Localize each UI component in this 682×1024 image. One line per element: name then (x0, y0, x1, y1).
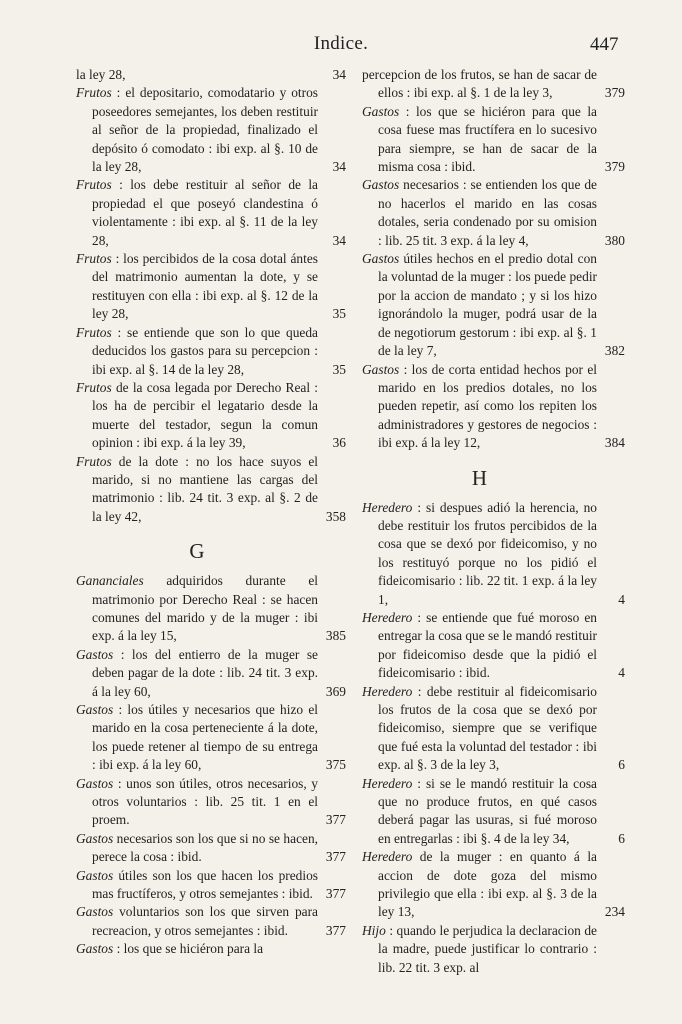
entry-page-ref: 382 (604, 343, 625, 359)
entry-headword: Gastos (362, 251, 400, 267)
entry-headword: Heredero (362, 499, 413, 515)
entry-page-ref: 369 (325, 683, 346, 699)
index-entry (76, 176, 346, 250)
entry-headword: Gastos (76, 867, 114, 883)
index-entry (76, 646, 346, 701)
index-entry (362, 683, 625, 775)
section-letter-g: G (189, 539, 205, 564)
page-number: 447 (590, 34, 619, 55)
entry-headword: Heredero (362, 849, 413, 865)
index-entry (76, 572, 346, 646)
entry-page-ref: 4 (618, 665, 625, 681)
entry-page-ref: 380 (604, 232, 625, 248)
entry-page-ref: 35 (332, 306, 346, 322)
entry-headword: Gastos (76, 941, 114, 957)
index-entry (76, 379, 346, 453)
index-entry (76, 701, 346, 775)
entry-page-ref: 35 (332, 361, 346, 377)
entry-page-ref: 34 (332, 67, 346, 82)
entry-headword: Gastos (76, 646, 114, 662)
entry-text: : los de corta entidad hechos por el marido en los predios dotales, no los pueden repetir, así como los repiten los administradores y gestores de negocios : ibi exp. á la ley 12, (378, 361, 597, 451)
entry-text: adquiridos durante el matrimonio por Derecho Real : se hacen comunes del marido y de la muger : ibi exp. á la ley 15, (92, 573, 318, 644)
entry-page-ref: 34 (332, 159, 346, 175)
entry-page-ref: 379 (604, 159, 625, 175)
entry-page-ref: 377 (325, 886, 346, 902)
entry-page-ref: 6 (618, 830, 625, 846)
entry-page-ref: 384 (604, 435, 625, 451)
entry-page-ref: 4 (618, 591, 625, 607)
entry-text: de la dote : no los hace suyos el marido, si no mantiene las cargas del matrimonio : lib. 24 tit. 3 exp. al §. 2 de la ley 42, (92, 453, 318, 524)
entry-text: : si despues adió la herencia, no debe restituir los frutos percibidos de la cosa que se dexó por fideicomiso, y no los restituyó porque no los pidió el fideicomisario : lib. 22 tit. 1 exp. á la ley 1, (378, 499, 597, 607)
index-entry (362, 499, 625, 609)
entry-text: necesarios son los que si no se hacen, perece la cosa : ibid. (92, 830, 318, 865)
entry-headword: Gastos (76, 775, 114, 791)
entry-text: : los útiles y necesarios que hizo el marido en la cosa perteneciente á la dote, los puede retener al tiempo de su entrega : ibi exp. á la ley 60, (92, 702, 318, 773)
left-column (76, 66, 346, 959)
entry-text: : los debe restituir al señor de la propiedad el que poseyó clandestina ó violentamente : ibi exp. al §. 11 de la ley 28, (92, 177, 318, 248)
index-entry (362, 250, 625, 360)
index-entry (362, 848, 625, 922)
right-entries-g (362, 66, 625, 453)
entry-headword: Gastos (362, 103, 400, 119)
entry-text: útiles son los que hacen los predios mas fructíferos, y otros semejantes : ibid. (92, 867, 318, 902)
page-title: Indice. (313, 33, 369, 54)
entry-text: : se entiende que son lo que queda deducidos los gastos para su percepcion : ibi exp. al §. 14 de la ley 28, (92, 324, 318, 377)
entry-headword: Frutos (76, 453, 112, 469)
index-entry (76, 453, 346, 527)
entry-headword: Hijo (362, 922, 386, 938)
entry-text: útiles hechos en el predio dotal con la voluntad de la muger : los puede pedir por la accion de mandato ; y si los hizo ignorándolo la muger, podrá usar de la de negotiorum gestorum : ibi exp. al §. 1 de la ley 7, (378, 251, 597, 359)
index-entry (76, 324, 346, 379)
entry-text: de la muger : en quanto á la accion de dote goza del mismo privilegio que ella : ibi exp. al §. 3 de la ley 13, (378, 849, 597, 920)
index-entry (76, 903, 346, 940)
entry-headword: Frutos (76, 379, 112, 395)
entry-headword: Heredero (362, 683, 413, 699)
entry-text: : si se le mandó restituir la cosa que no produce frutos, en qué casos deberá pagar las usuras, si fué moroso en entregarlas : ibi §. 4 de la ley 34, (378, 775, 597, 846)
entry-page-ref: 36 (332, 435, 346, 451)
index-entry (362, 361, 625, 453)
entry-page-ref: 358 (325, 508, 346, 524)
entry-page-ref: 6 (618, 757, 625, 773)
index-entry (362, 103, 625, 177)
section-letter-h: H (471, 465, 488, 490)
entry-headword: Heredero (362, 775, 413, 791)
index-entry (362, 176, 625, 250)
entry-text: : quando le perjudica la declaracion de la madre, puede justificar lo contrario : lib. 22 tit. 3 exp. al (378, 922, 597, 975)
entry-page-ref: 375 (325, 757, 346, 773)
entry-text: voluntarios son los que sirven para recreacion, y otros semejantes : ibid. (92, 904, 318, 938)
entry-headword: Frutos (76, 251, 112, 267)
entry-page-ref: 34 (332, 232, 346, 248)
entry-headword: Gastos (362, 177, 400, 193)
left-entries-g (76, 572, 346, 959)
entry-text: percepcion de los frutos, se han de sacar de ellos : ibi exp. al §. 1 de la ley 3, (362, 67, 597, 101)
entry-text: : unos son útiles, otros necesarios, y otros voluntarios : lib. 25 tit. 1 en el proem. (92, 775, 318, 828)
entry-headword: Gastos (362, 361, 400, 377)
index-entry (362, 922, 625, 977)
entry-headword: Frutos (76, 177, 112, 193)
index-entry (76, 66, 346, 84)
entry-text: : los percibidos de la cosa dotal ántes del matrimonio aumentan la dote, y se restituyen con ella : ibi exp. al §. 12 de la ley 28, (92, 251, 318, 322)
entry-headword: Gastos (76, 830, 114, 846)
entry-page-ref: 379 (604, 85, 625, 101)
right-entries-h (362, 499, 625, 978)
entry-headword: Gastos (76, 904, 114, 920)
entry-text: la ley 28, (76, 67, 126, 82)
entry-text: : los que se hiciéron para la (116, 941, 264, 957)
index-entry (362, 609, 625, 683)
index-entry (76, 250, 346, 324)
entry-text: necesarios : se entienden los que de no hacerlos el marido en las cosas dotales, seria condenado por su omision : lib. 25 tit. 3 exp. á la ley 4, (378, 177, 597, 248)
right-column (362, 66, 625, 977)
index-entry (362, 775, 625, 849)
entry-page-ref: 377 (325, 922, 346, 938)
index-entry (76, 867, 346, 904)
entry-text: : los del entierro de la muger se deben pagar de la dote : lib. 24 tit. 3 exp. á la ley 60, (92, 646, 318, 699)
entry-page-ref: 377 (325, 849, 346, 865)
index-entry (76, 775, 346, 830)
entry-headword: Gastos (76, 702, 114, 717)
left-entries-f (76, 66, 346, 526)
index-entry (76, 830, 346, 867)
index-entry (76, 84, 346, 176)
index-entry (76, 940, 346, 958)
entry-text: : debe restituir al fideicomisario los frutos de la cosa que se dexó por fideicomiso, siempre que se verifique que fué esta la voluntad del testador : ibi exp. al §. 3 de la ley 3, (378, 683, 597, 773)
entry-page-ref: 234 (604, 904, 625, 920)
entry-text: de la cosa legada por Derecho Real : los ha de percibir el legatario desde la muerte del testador, segun la comun opinion : ibi exp. á la ley 39, (92, 379, 318, 451)
entry-text: : se entiende que fué moroso en entregar la cosa que se le mandó restituir por fideicomiso desde que la pidió el fideicomisario : ibid. (378, 609, 597, 681)
entry-headword: Frutos (76, 324, 112, 340)
entry-page-ref: 377 (325, 812, 346, 828)
entry-text: : los que se hiciéron para que la cosa fuese mas fructífera en lo sucesivo para siempre, se han de sacar de la misma cosa : ibid. (378, 103, 597, 175)
entry-headword: Frutos (76, 85, 112, 101)
entry-headword: Heredero (362, 609, 413, 625)
entry-page-ref: 385 (325, 628, 346, 644)
entry-headword: Gananciales (76, 573, 144, 589)
index-entry (362, 66, 625, 103)
entry-text: : el depositario, comodatario y otros poseedores semejantes, los deben restituir al señor de la propiedad, finalizado el depósito ó comodato : ibi exp. al §. 10 de la ley 28, (92, 85, 319, 175)
